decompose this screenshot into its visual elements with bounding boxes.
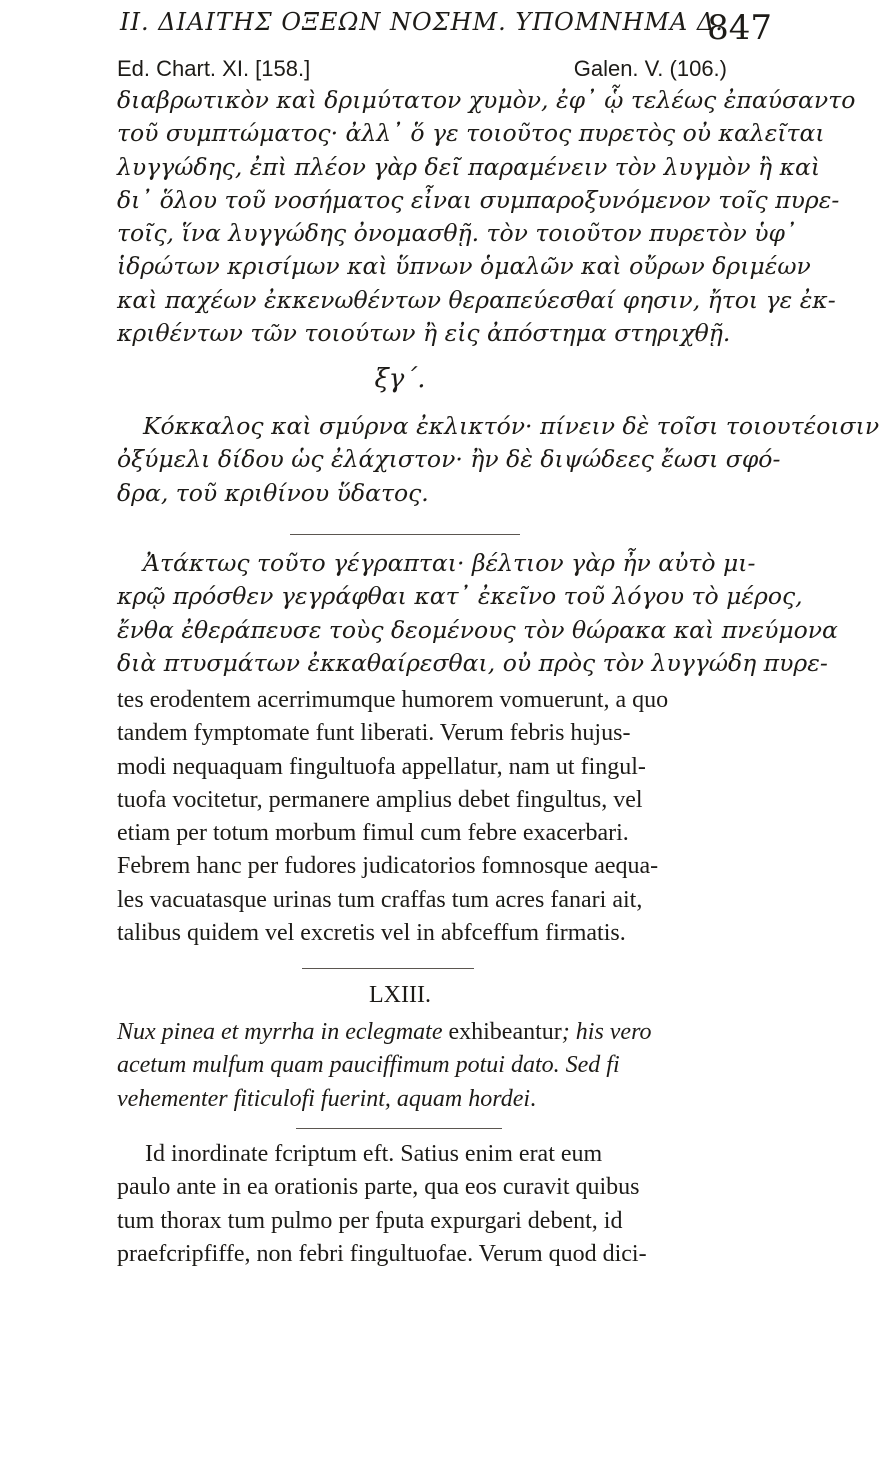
section-divider (290, 534, 520, 535)
latin-commentary-2 (117, 1138, 732, 1271)
galen-reference: Galen. V. (106.) (573, 56, 727, 81)
text-line: Ἀτάκτως τοῦτο γέγραπται· βέλτιον γὰρ ἦν αὐτὸ μι- (143, 549, 756, 577)
text-line: καὶ παχέων ἐκκενωθέντων θεραπεύεσθαί φησιν, ἤτοι γε ἐκ- (117, 285, 836, 314)
lemma-text: acetum mulfum quam pauciffimum potui dato. Sed fi (117, 1052, 620, 1079)
lemma-text: Nux pinea et myrrha in eclegmate (117, 1019, 449, 1045)
text-line: διὰ πτυσμάτων ἐκκαθαίρεσθαι, οὐ πρὸς τὸν λυγγώδη πυρε- (117, 648, 828, 677)
greek-section-number: ξγ΄. (374, 364, 426, 394)
text-line: ἔνθα ἐθεράπευσε τοὺς δεομένους τὸν θώρακα καὶ πνεύμονα (117, 615, 838, 644)
lemma-text-roman: . (530, 1085, 537, 1112)
text-line: tuofa vocitetur, permanere amplius debet fingultus, vel (117, 786, 643, 813)
text-line: praefcripfiffe, non febri fingultuofae. Verum quod dici- (117, 1240, 647, 1267)
text-line: Febrem hanc per fudores judicatorios fomnosque aequa- (117, 853, 659, 880)
text-line: τοῖς, ἵνα λυγγώδης ὀνομασθῇ. τὸν τοιοῦτον πυρετὸν ὑφ᾽ (117, 219, 797, 248)
ed-chart-reference: Ed. Chart. XI. [158.] (117, 56, 311, 81)
text-line: δρα, τοῦ κριθίνου ὕδατος. (117, 478, 429, 507)
text-line: διαβρωτικὸν καὶ δριμύτατον χυμὸν, ἐφ᾽ ᾧ τελέως ἐπαύσαντο (117, 86, 856, 114)
text-line: δι᾽ ὅλου τοῦ νοσήματος εἶναι συμπαροξυνόμενον τοῖς πυρε- (117, 185, 840, 214)
lemma-text-roman: exhibeantur (448, 1019, 562, 1045)
text-line: les vacuatasque urinas tum craffas tum acres fanari ait, (117, 886, 643, 913)
text-line: Κόκκαλος καὶ σμύρνα ἐκλικτόν· πίνειν δὲ τοῖσι τοιουτέοισιν (143, 412, 879, 440)
text-line: paulo ante in ea orationis parte, qua eos curavit quibus (117, 1174, 640, 1201)
text-line: κριθέντων τῶν τοιούτων ἢ εἰς ἀπόστημα στηριχθῇ. (117, 319, 731, 348)
text-line: τοῦ συμπτώματος· ἀλλ᾽ ὅ γε τοιοῦτος πυρετὸς οὐ καλεῖται (117, 119, 825, 148)
text-line: tandem fymptomate funt liberati. Verum febris hujus- (117, 720, 631, 747)
latin-section-number: LXIII. (369, 982, 431, 1008)
greek-aphorism (117, 410, 879, 510)
latin-commentary-1 (117, 684, 732, 950)
lemma-text: vehementer fiticulofi fuerint, aquam hordei (117, 1085, 531, 1112)
section-divider (302, 968, 474, 969)
page-number: 847 (707, 8, 772, 48)
lemma-line-3 (117, 1083, 732, 1116)
text-line: talibus quidem vel excretis vel in abfceffum firmatis. (117, 920, 626, 947)
running-title (120, 8, 724, 36)
text-line: tes erodentem acerrimumque humorem vomuerunt, a quo (117, 687, 669, 713)
text-line: Id inordinate fcriptum eft. Satius enim erat eum (145, 1141, 603, 1167)
latin-lemma (117, 1016, 732, 1116)
greek-commentary-1 (117, 84, 856, 350)
text-line: etiam per totum morbum fimul cum febre exacerbari. (117, 820, 629, 847)
text-line: ὀξύμελι δίδου ὡς ἐλάχιστον· ἢν δὲ διψώδεες ἔωσι σφό- (117, 445, 781, 474)
edition-reference-line (117, 56, 727, 82)
text-line: κρῷ πρόσθεν γεγράφθαι κατ᾽ ἐκεῖνο τοῦ λόγου τὸ μέρος, (117, 582, 803, 611)
lemma-line-1 (117, 1016, 732, 1049)
text-line: modi nequaquam fingultuofa appellatur, nam ut fingul- (117, 753, 646, 780)
section-divider (296, 1128, 502, 1129)
text-line: tum thorax tum pulmo per fputa expurgari debent, id (117, 1207, 623, 1234)
lemma-line-2 (117, 1049, 732, 1082)
text-line: ἱδρώτων κρισίμων καὶ ὕπνων ὁμαλῶν καὶ οὔρων δριμέων (117, 252, 811, 281)
greek-commentary-2 (117, 547, 838, 680)
text-line: λυγγώδης, ἐπὶ πλέον γὰρ δεῖ παραμένειν τὸν λυγμὸν ἢ καὶ (117, 152, 821, 181)
running-title-text: II. ΔΙΑΙΤΗΣ ΟΞΕΩΝ ΝΟΣΗΜ. ΥΠΟΜΝΗΜΑ Δ. (120, 8, 724, 36)
lemma-text: ; his vero (561, 1019, 652, 1045)
